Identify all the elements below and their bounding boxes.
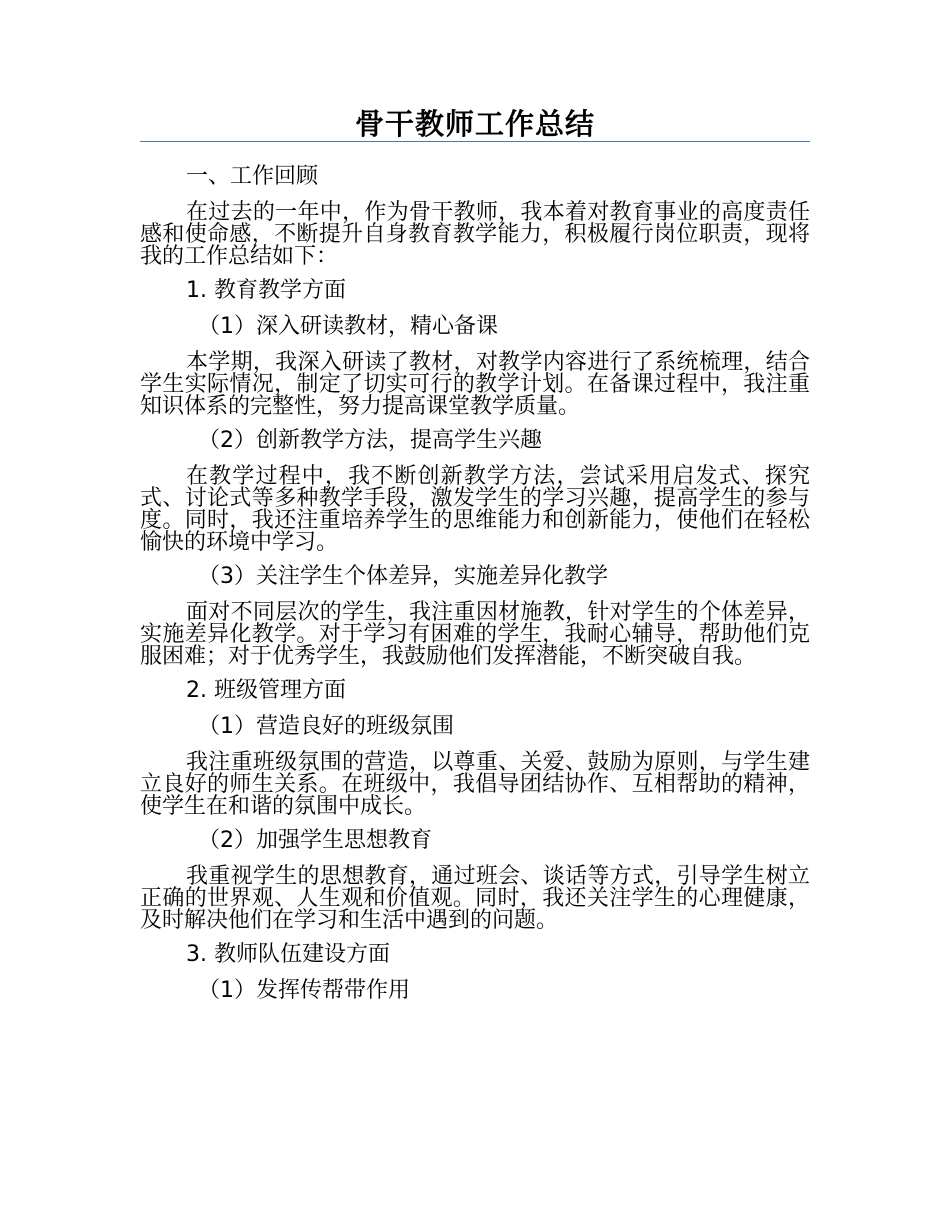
intro-paragraph: 在过去的一年中，作为骨干教师，我本着对教育事业的高度责任感和使命感，不断提升自身教育教学能力，积极履行岗位职责，现将我的工作总结如下：	[140, 200, 810, 269]
paragraph-atmosphere: 我注重班级氛围的营造，以尊重、关爱、鼓励为原则，与学生建立良好的师生关系。在班级中，我倡导团结协作、互相帮助的精神，使学生在和谐的氛围中成长。	[140, 750, 810, 819]
document-page	[140, 0, 810, 1230]
paragraph-moral-education: 我重视学生的思想教育，通过班会、谈话等方式，引导学生树立正确的世界观、人生观和价值观。同时，我还关注学生的心理健康，及时解决他们在学习和生活中遇到的问题。	[140, 864, 810, 933]
item-heading-methods: （2）创新教学方法，提高学生兴趣	[198, 428, 542, 453]
item-heading-moral-education: （2）加强学生思想教育	[198, 828, 432, 853]
item-heading-differentiation: （3）关注学生个体差异，实施差异化教学	[198, 564, 608, 589]
title-underline	[140, 141, 810, 142]
subsection-heading-class-management: 2. 班级管理方面	[186, 678, 346, 703]
document-title: 骨干教师工作总结	[354, 107, 595, 141]
item-heading-textbook: （1）深入研读教材，精心备课	[198, 314, 498, 339]
item-heading-atmosphere: （1）营造良好的班级氛围	[198, 714, 454, 739]
paragraph-methods: 在教学过程中，我不断创新教学方法，尝试采用启发式、探究式、讨论式等多种教学手段，激发学生的学习兴趣，提高学生的参与度。同时，我还注重培养学生的思维能力和创新能力，使他们在轻松愉快的环境中学习。	[140, 464, 810, 555]
section-heading: 一、工作回顾	[186, 164, 319, 189]
subsection-heading-teaching: 1. 教育教学方面	[186, 278, 346, 303]
paragraph-differentiation: 面对不同层次的学生，我注重因材施教，针对学生的个体差异，实施差异化教学。对于学习有困难的学生，我耐心辅导，帮助他们克服困难；对于优秀学生，我鼓励他们发挥潜能，不断突破自我。	[140, 600, 810, 669]
document-body	[140, 160, 810, 1008]
subsection-heading-team-building: 3. 教师队伍建设方面	[186, 942, 390, 967]
item-heading-mentoring: （1）发挥传帮带作用	[198, 978, 410, 1003]
paragraph-textbook: 本学期，我深入研读了教材，对教学内容进行了系统梳理，结合学生实际情况，制定了切实可行的教学计划。在备课过程中，我注重知识体系的完整性，努力提高课堂教学质量。	[140, 350, 810, 419]
